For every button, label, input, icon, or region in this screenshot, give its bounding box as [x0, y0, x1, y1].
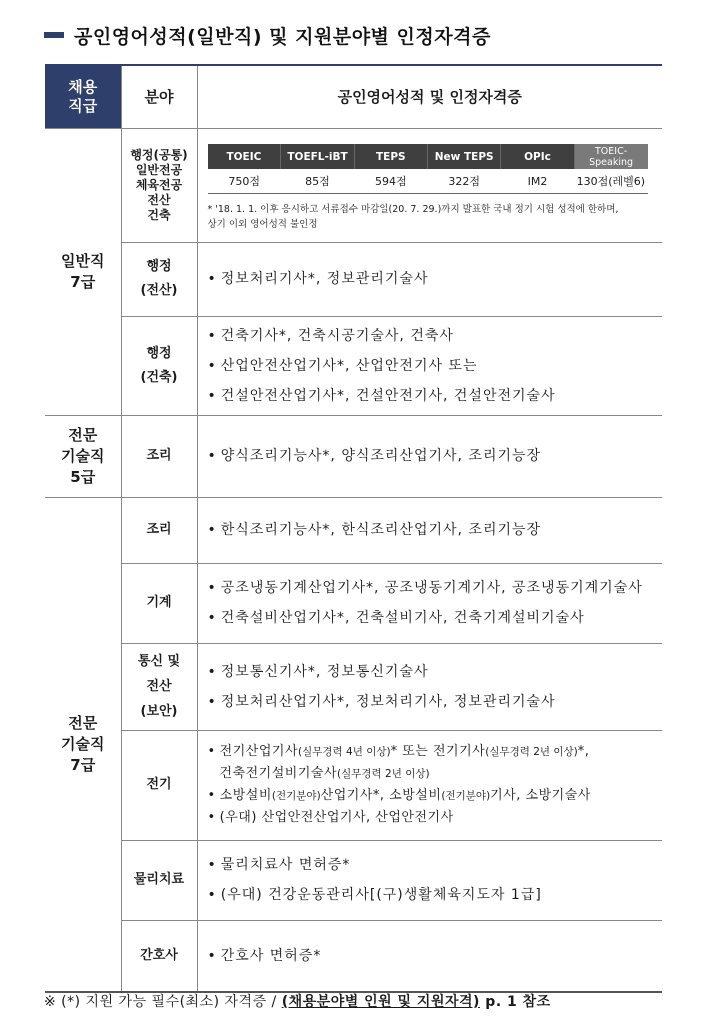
cert-cell: [197, 643, 662, 730]
grade-cell: 전문 기술직 7급: [45, 497, 121, 992]
table-row: [45, 730, 662, 840]
page-title: 공인영어성적(일반직) 및 지원분야별 인정자격증: [74, 25, 491, 48]
cert-line: • 간호사 면허증*: [207, 947, 322, 964]
header-field: 분야: [121, 65, 197, 128]
test-name: OPIc: [501, 144, 574, 169]
english-score-note: * '18. 1. 1. 이후 응시하고 서류접수 마감일(20. 7. 29.)까지 발표한 국내 정기 시험 성적에 한하며, 상기 이외 영어성적 불인정: [207, 204, 619, 230]
table-row: [45, 563, 662, 643]
table-row: [45, 920, 662, 992]
test-score: 594점: [354, 169, 427, 194]
field-cell: 기계: [121, 563, 197, 643]
test-score: IM2: [501, 169, 574, 194]
cert-line: • 정보처리산업기사*, 정보처리기사, 정보관리기술사: [207, 693, 556, 710]
cert-cell: [197, 563, 662, 643]
title-bar-decoration: [44, 32, 64, 38]
table-row: [45, 316, 662, 415]
cert-line: • 소방설비(전기분야)산업기사*, 소방설비(전기분야)기사, 소방기술사: [207, 788, 591, 803]
test-name: New TEPS: [427, 144, 500, 169]
cert-line: • 정보통신기사*, 정보통신기술사: [207, 663, 429, 680]
field-cell: 통신 및 전산 (보안): [121, 643, 197, 730]
test-name: TOEFL-iBT: [281, 144, 354, 169]
test-score: 130점(레벨6): [574, 169, 647, 194]
footer-note: [44, 991, 551, 1011]
header-grade: 채용 직급: [45, 65, 121, 128]
test-name: TOEIC-Speaking: [574, 144, 647, 169]
field-cell: 행정 (전산): [121, 242, 197, 316]
table-row: [45, 242, 662, 316]
cert-line: • 공조냉동기계산업기사*, 공조냉동기계기사, 공조냉동기계기술사: [207, 580, 643, 596]
cert-line: 건축전기설비기술사(실무경력 2년 이상): [219, 766, 430, 781]
cert-cell: [197, 242, 662, 316]
field-cell: 물리치료: [121, 840, 197, 920]
table-row: [45, 643, 662, 730]
table-row: [45, 840, 662, 920]
test-score: 750점: [208, 169, 281, 194]
field-cell: 조리: [121, 497, 197, 563]
english-score-table: [208, 144, 648, 194]
cert-line: • 건축설비산업기사*, 건축설비기사, 건축기계설비기술사: [207, 610, 585, 626]
cert-line: • 건축기사*, 건축시공기술사, 건축사: [207, 327, 454, 344]
cert-line: • 물리치료사 면허증*: [207, 857, 351, 873]
cert-cell: [197, 920, 662, 992]
field-cell: 행정 (건축): [121, 316, 197, 415]
cert-line: • 양식조리기능사*, 양식조리산업기사, 조리기능장: [207, 448, 542, 464]
table-row: [45, 128, 662, 242]
table-row: [45, 497, 662, 563]
field-cell: 간호사: [121, 920, 197, 992]
footer-reference-link[interactable]: (채용분야별 인원 및 지원자격): [281, 994, 480, 1010]
header-cert: 공인영어성적 및 인정자격증: [197, 65, 662, 128]
cert-line: • 산업안전산업기사*, 산업안전기사 또는: [207, 357, 478, 374]
field-cell: 전기: [121, 730, 197, 840]
cert-line: • 정보처리기사*, 정보관리기술사: [207, 271, 429, 287]
cert-line: • 전기산업기사(실무경력 4년 이상)* 또는 전기기사(실무경력 2년 이상)*,: [207, 744, 590, 759]
test-name: TEPS: [354, 144, 427, 169]
header-row: [45, 65, 662, 128]
cert-cell: [197, 316, 662, 415]
cert-line: • 한식조리기능사*, 한식조리산업기사, 조리기능장: [207, 522, 542, 538]
section-title: [44, 20, 491, 50]
cert-line: • 건설안전산업기사*, 건설안전기사, 건설안전기술사: [207, 387, 556, 404]
qualification-table: [45, 64, 662, 993]
english-score-cell: [197, 128, 662, 242]
cert-cell: [197, 497, 662, 563]
cert-cell: [197, 730, 662, 840]
field-cell: 조리: [121, 415, 197, 497]
test-name: TOEIC: [208, 144, 281, 169]
cert-cell: [197, 840, 662, 920]
cert-cell: [197, 415, 662, 497]
cert-line: • (우대) 산업안전산업기사, 산업안전기사: [207, 810, 454, 825]
footer-suffix: p. 1 참조: [479, 994, 551, 1010]
footer-prefix: ※ (*) 지원 가능 필수(최소) 자격증 /: [44, 994, 282, 1010]
test-score: 322점: [427, 169, 500, 194]
grade-cell: 전문 기술직 5급: [45, 415, 121, 497]
test-score: 85점: [281, 169, 354, 194]
grade-cell: 일반직 7급: [45, 128, 121, 415]
cert-line: • (우대) 건강운동관리사[(구)생활체육지도자 1급]: [207, 887, 542, 903]
field-cell: 행정(공통) 일반전공 체육전공 전산 건축: [121, 128, 197, 242]
table-row: [45, 415, 662, 497]
